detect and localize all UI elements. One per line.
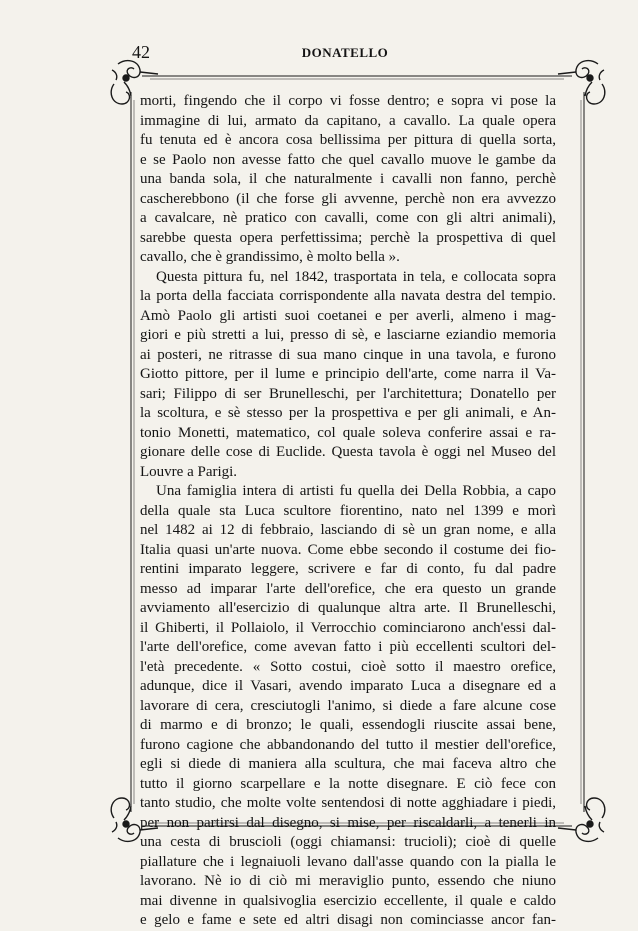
text-line: Amò Paolo gli artisti suoi coetanei e per averli, almeno i mag- [140,307,556,324]
corner-ornament-top-right [558,61,605,104]
text-line: tutto il giorno scarpellare e la notte disegnare. E ciò fece con [140,775,556,792]
text-line: immagine di lui, armato da capitano, a cavallo. La quale opera [140,112,556,129]
text-line: la porta della facciata corrispondente alla navata destra del tempio. [140,288,556,304]
running-title: DONATELLO [301,45,389,60]
text-line: lavorano. Nè io di ciò mi meraviglio punto, essendo che niuno [140,873,556,889]
text-line: Questa pittura fu, nel 1842, trasportata in tela, e collocata sopra [156,268,556,285]
text-line: giori e più stretti a lui, presso di sè, e lasciarne eziandio memoria [140,327,556,343]
text-line: Italia quasi un'arte nuova. Come ebbe secondo il costume dei fio- [140,541,556,558]
text-line: a cavalcare, nè pratico con cavalli, come con gli altri animali), [140,210,556,226]
text-line: messo ad imparar l'arte dell'orefice, che era questo un grande [140,580,556,597]
text-line: il Ghiberti, il Pollaiolo, il Verrocchio cominciarono anch'essi dal- [140,619,556,636]
text-line: mai divenne in qualsivoglia esercizio eccellente, il quale e caldo [140,892,556,909]
text-line: avviamento all'esercizio di qualunque altra arte. Il Brunelleschi, [140,600,556,616]
text-line: tanto studio, che molte volte sentendosi di notte agghiadare i piedi, [140,795,556,811]
text-line: tonio Monetti, matematico, col quale soleva conferire assai e ra- [140,424,556,441]
text-line: della quale sta Luca scultore fiorentino, nato nel 1399 e morì [140,502,556,519]
text-line: sarebbe questa opera perfettissima; perchè la prospettiva di quel [140,229,556,246]
text-line: per non partirsi dal disegno, si mise, per riscaldarli, a tenerli in [140,814,556,831]
text-line: lavorare di cera, cresciutogli l'animo, si diede a fare alcune cose [140,697,556,714]
text-line: egli si diede di maniera alla scultura, che mai faceva altro che [140,756,556,772]
page-header [132,42,558,62]
text-line: Giotto pittore, per il lume e principio dell'arte, come narra il Va- [140,366,556,382]
text-line: morti, fingendo che il corpo vi fosse dentro; e sopra vi pose la [140,93,556,109]
text-line: ai posteri, ne ritrasse di sua mano cinque in una tavola, e furono [140,346,556,363]
text-line: adunque, dice il Vasari, avendo imparato Luca a disegnare ed a [140,678,556,694]
text-line: sari; Filippo di ser Brunelleschi, per l'architettura; Donatello per [140,385,556,402]
corner-ornament-bottom-right [558,798,605,841]
text-line: di marmo e di bronzo; le quali, essendogli riuscite assai bene, [140,717,556,733]
text-line: rentini imparato leggere, scrivere e far di conto, fu dal padre [140,561,556,577]
text-line: Louvre a Parigi. [140,463,238,480]
text-line: furono cagione che abbandonando del tutto il mestier dell'orefice, [140,736,556,753]
text-line: nel 1482 ai 12 di febbraio, lasciando di sè un gran nome, e alla [140,522,556,538]
text-line: Una famiglia intera di artisti fu quella dei Della Robbia, a capo [156,483,556,499]
text-line: una banda sola, il che naturalmente i cavalli non fanno, perchè [140,171,556,187]
text-line: cavallo, che è grandissimo, è molto bella ». [140,249,400,265]
text-line: l'età precedente. « Sotto costui, cioè sotto il maestro orefice, [140,658,556,675]
text-line: e se Paolo non avesse fatto che quel cavallo muove le gambe da [140,151,556,168]
text-line: l'arte dell'orefice, come avevan fatto i più eccellenti scultori del- [140,639,556,655]
text-line: la scoltura, e sè stesso per la prospettiva e per gli animali, e An- [140,405,556,421]
body-text [140,92,556,931]
page-number: 42 [132,42,150,62]
text-line: piallature che i legnaiuoli levano dall'asse quando con la pialla le [140,853,556,870]
text-line: fu tenuta ed è ancora cosa bellissima per pittura di quella sorta, [140,132,556,148]
text-line: gionare delle cose di Euclide. Questa tavola è oggi nel Museo del [140,444,556,460]
text-line: e gelo e fame e sete ed altri disagi non cominciasse ancor fan- [140,912,556,928]
text-line: una cesta di bruscioli (oggi chiamansi: trucioli); cioè di quelle [140,834,556,850]
text-line: cascherebbono (il che forse gli avvenne, perchè non era avvezzo [140,190,556,207]
